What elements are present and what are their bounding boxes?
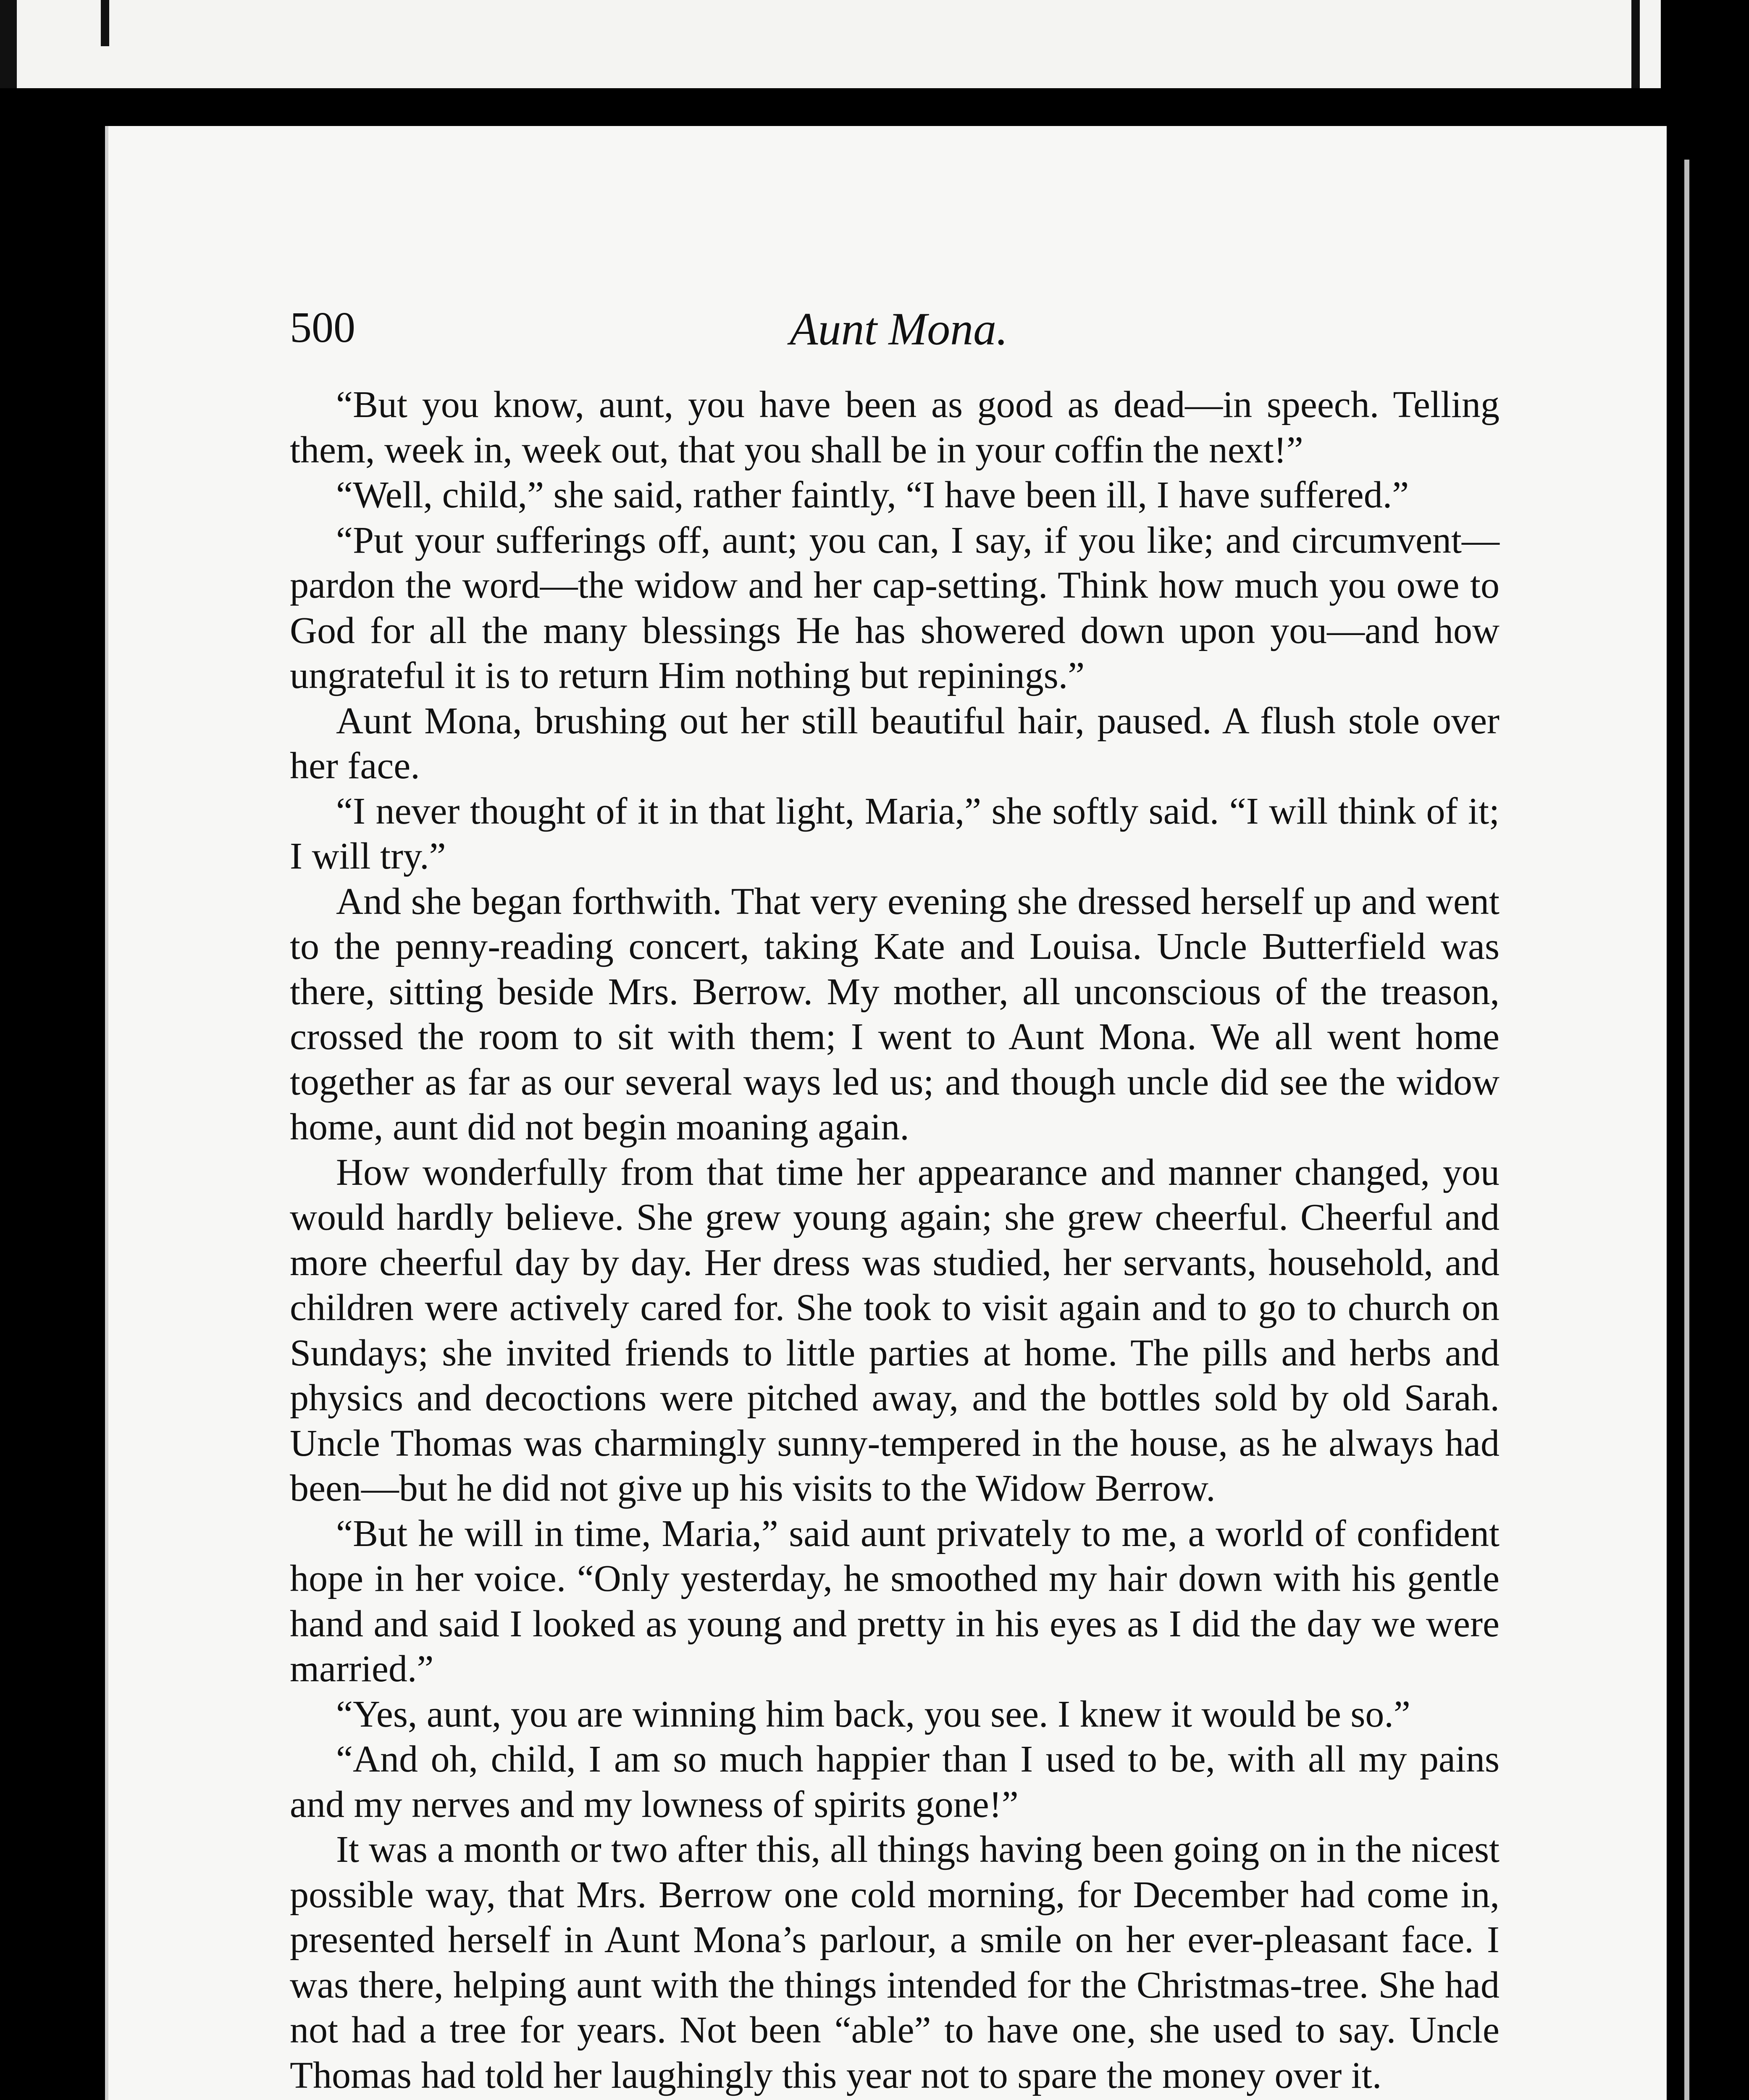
paragraph: And she began forthwith. That very evening she dressed herself up and went to the penny-reading concert, taking Kate and Louisa. Uncle Butterfield was there, sitting beside Mrs. Berrow. My mother, all unconscious of the treason, crossed the room to sit with them; I went to Aunt Mona. We all went home together as far as our several ways led us; and though uncle did see the widow home, aunt did not begin moaning again.	[290, 880, 1500, 1148]
page-number: 500	[290, 303, 355, 352]
previous-page-edge	[0, 0, 1749, 88]
running-title: Aunt Mona.	[790, 303, 1008, 354]
page-divider	[101, 0, 109, 46]
page-edge-line	[1684, 160, 1689, 2100]
paragraph: “I never thought of it in that light, Maria,” she softly said. “I will think of it; I will try.”	[290, 790, 1500, 877]
paragraph: “But you know, aunt, you have been as good as dead—in speech. Telling them, week in, week out, that you shall be in your coffin the next!”	[290, 384, 1500, 471]
paragraph: “And oh, child, I am so much happier than I used to be, with all my pains and my nerves and my lowness of spirits gone!”	[290, 1738, 1500, 1825]
paragraph: “But he will in time, Maria,” said aunt privately to me, a world of confident hope in her voice. “Only yesterday, he smoothed my hair down with his gentle hand and said I looked as young and pretty in his eyes as I did the day we were married.”	[290, 1512, 1500, 1690]
scan-border	[1661, 0, 1749, 88]
binding-shadow	[0, 0, 17, 88]
page-divider	[1631, 0, 1640, 88]
paragraph: “Put your sufferings off, aunt; you can, I say, if you like; and circumvent—pardon the word—the widow and her cap-setting. Think how much you owe to God for all the many blessings He has showered down upon you—and how ungrateful it is to return Him nothing but repinings.”	[290, 519, 1500, 696]
paragraph: Aunt Mona, brushing out her still beautiful hair, paused. A flush stole over her face.	[290, 700, 1500, 787]
paragraph: “Yes, aunt, you are winning him back, you see. I knew it would be so.”	[336, 1693, 1410, 1735]
paragraph: How wonderfully from that time her appearance and manner changed, you would hardly believe. She grew young again; she grew cheerful. Cheerful and more cheerful day by day. Her dress was studied, her servants, household, and children were actively cared for. She took to visit again and to go to church on Sundays; she invited friends to little parties at home. The pills and herbs and physics and decoctions were pitched away, and the bottles sold by old Sarah. Uncle Thomas was charmingly sunny-tempered in the house, as he always had been—but he did not give up his visits to the Widow Berrow.	[290, 1151, 1500, 1509]
page-header	[290, 302, 1508, 353]
paragraph: “Well, child,” she said, rather faintly, “I have been ill, I have suffered.”	[336, 474, 1409, 516]
paragraph: It was a month or two after this, all things having been going on in the nicest possible way, that Mrs. Berrow one cold morning, for December had come in, presented herself in Aunt Mona’s parlour, a smile on her ever-pleasant face. I was there, helping aunt with the things intended for the Christmas-tree. She had not had a tree for years. Not been “able” to have one, she used to say. Uncle Thomas had told her laughingly this year not to spare the money over it.	[290, 1829, 1500, 2096]
body-text	[290, 382, 1500, 2098]
facing-page-edge	[1670, 126, 1749, 2100]
